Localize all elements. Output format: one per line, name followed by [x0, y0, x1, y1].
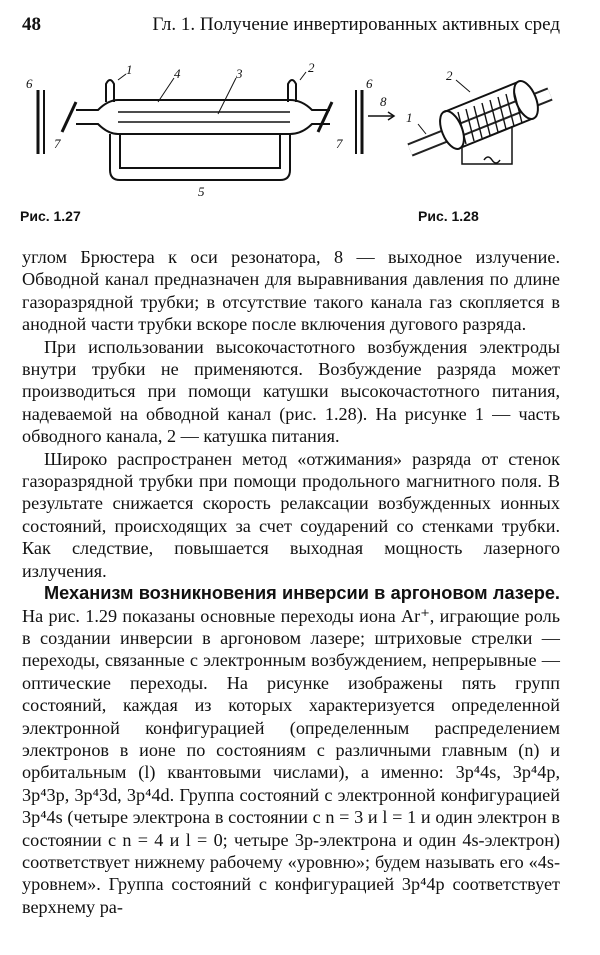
figures-area — [18, 52, 578, 242]
fig127-label-5: 5 — [198, 184, 205, 199]
paragraph-4-text: На рис. 1.29 показаны основные переходы иона Ar⁺, играющие роль в создании инверсии в аргоновом лазере; штриховые стрелки — переходы, связанные с электронным возбуждением, непрерывные — оптические переходы. На рисунке изображены пять групп состояний, каждая из которых характеризуется определенной электронной конфигурацией (определенным распределением электронов в ионе по состояниям с различными главным (n) и орбитальным (l) квантовыми числами), а именно: 3p⁴4s, 3p⁴4p, 3p⁴3p, 3p⁴3d, 3p⁴4d. Группа состояний с электронной конфигурацией 3p⁴4s (четыре электрона в состоянии с n = 3 и l = 1 и один электрон в состоянии с n = 4 и l = 0; четыре 3p-электрона и один 4s-электрон) соответствует нижнему рабочему «уровню»; будем называть его «4s-уровнем». Группа состояний с конфигурацией 3p⁴4p соответствует верхнему ра- — [22, 605, 560, 917]
fig128-label-2: 2 — [446, 68, 453, 83]
page-header — [22, 14, 560, 42]
figure-1-27 — [18, 52, 398, 202]
running-title: Гл. 1. Получение инвертированных активных сред — [152, 14, 560, 35]
fig127-label-6a: 6 — [26, 76, 33, 91]
fig127-label-8: 8 — [380, 94, 387, 109]
paragraph-2: При использовании высокочастотного возбуждения электроды внутри трубки не применяются. Возбуждение разряда может производиться при помощи катушки высокочастотного питания, надеваемой на обводной канал (рис. 1.28). На рисунке 1 — часть обводного канала, 2 — катушка питания. — [22, 336, 560, 447]
paragraph-3: Широко распространен метод «отжимания» разряда от стенок газоразрядной трубки при помощи продольного магнитного поля. В результате снижается скорость релаксации возбужденных ионных состояний, происходящих за счет соударений со стенками трубки. Как следствие, повышается выходная мощность лазерного излучения. — [22, 448, 560, 581]
fig127-label-7a: 7 — [54, 136, 61, 151]
caption-fig-1-27: Рис. 1.27 — [20, 208, 81, 224]
fig127-label-4: 4 — [174, 66, 181, 81]
fig128-label-1: 1 — [406, 110, 413, 125]
section-heading: Механизм возникновения инверсии в аргоновом лазере. — [44, 583, 560, 604]
caption-fig-1-28: Рис. 1.28 — [418, 208, 479, 224]
fig127-label-6b: 6 — [366, 76, 373, 91]
figure-1-28 — [400, 52, 578, 202]
fig127-label-1: 1 — [126, 62, 133, 77]
fig127-label-2: 2 — [308, 60, 315, 75]
fig127-label-7b: 7 — [336, 136, 343, 151]
body-text — [22, 246, 560, 918]
fig127-label-3: 3 — [236, 66, 243, 81]
page-number: 48 — [22, 14, 41, 35]
paragraph-4 — [22, 582, 560, 918]
paragraph-1: углом Брюстера к оси резонатора, 8 — выходное излучение. Обводной канал предназначен для выравнивания давления по длине газоразрядной трубки; в отсутствие такого канала газ скопляется в анодной части трубки вскоре после включения дугового разряда. — [22, 247, 560, 335]
